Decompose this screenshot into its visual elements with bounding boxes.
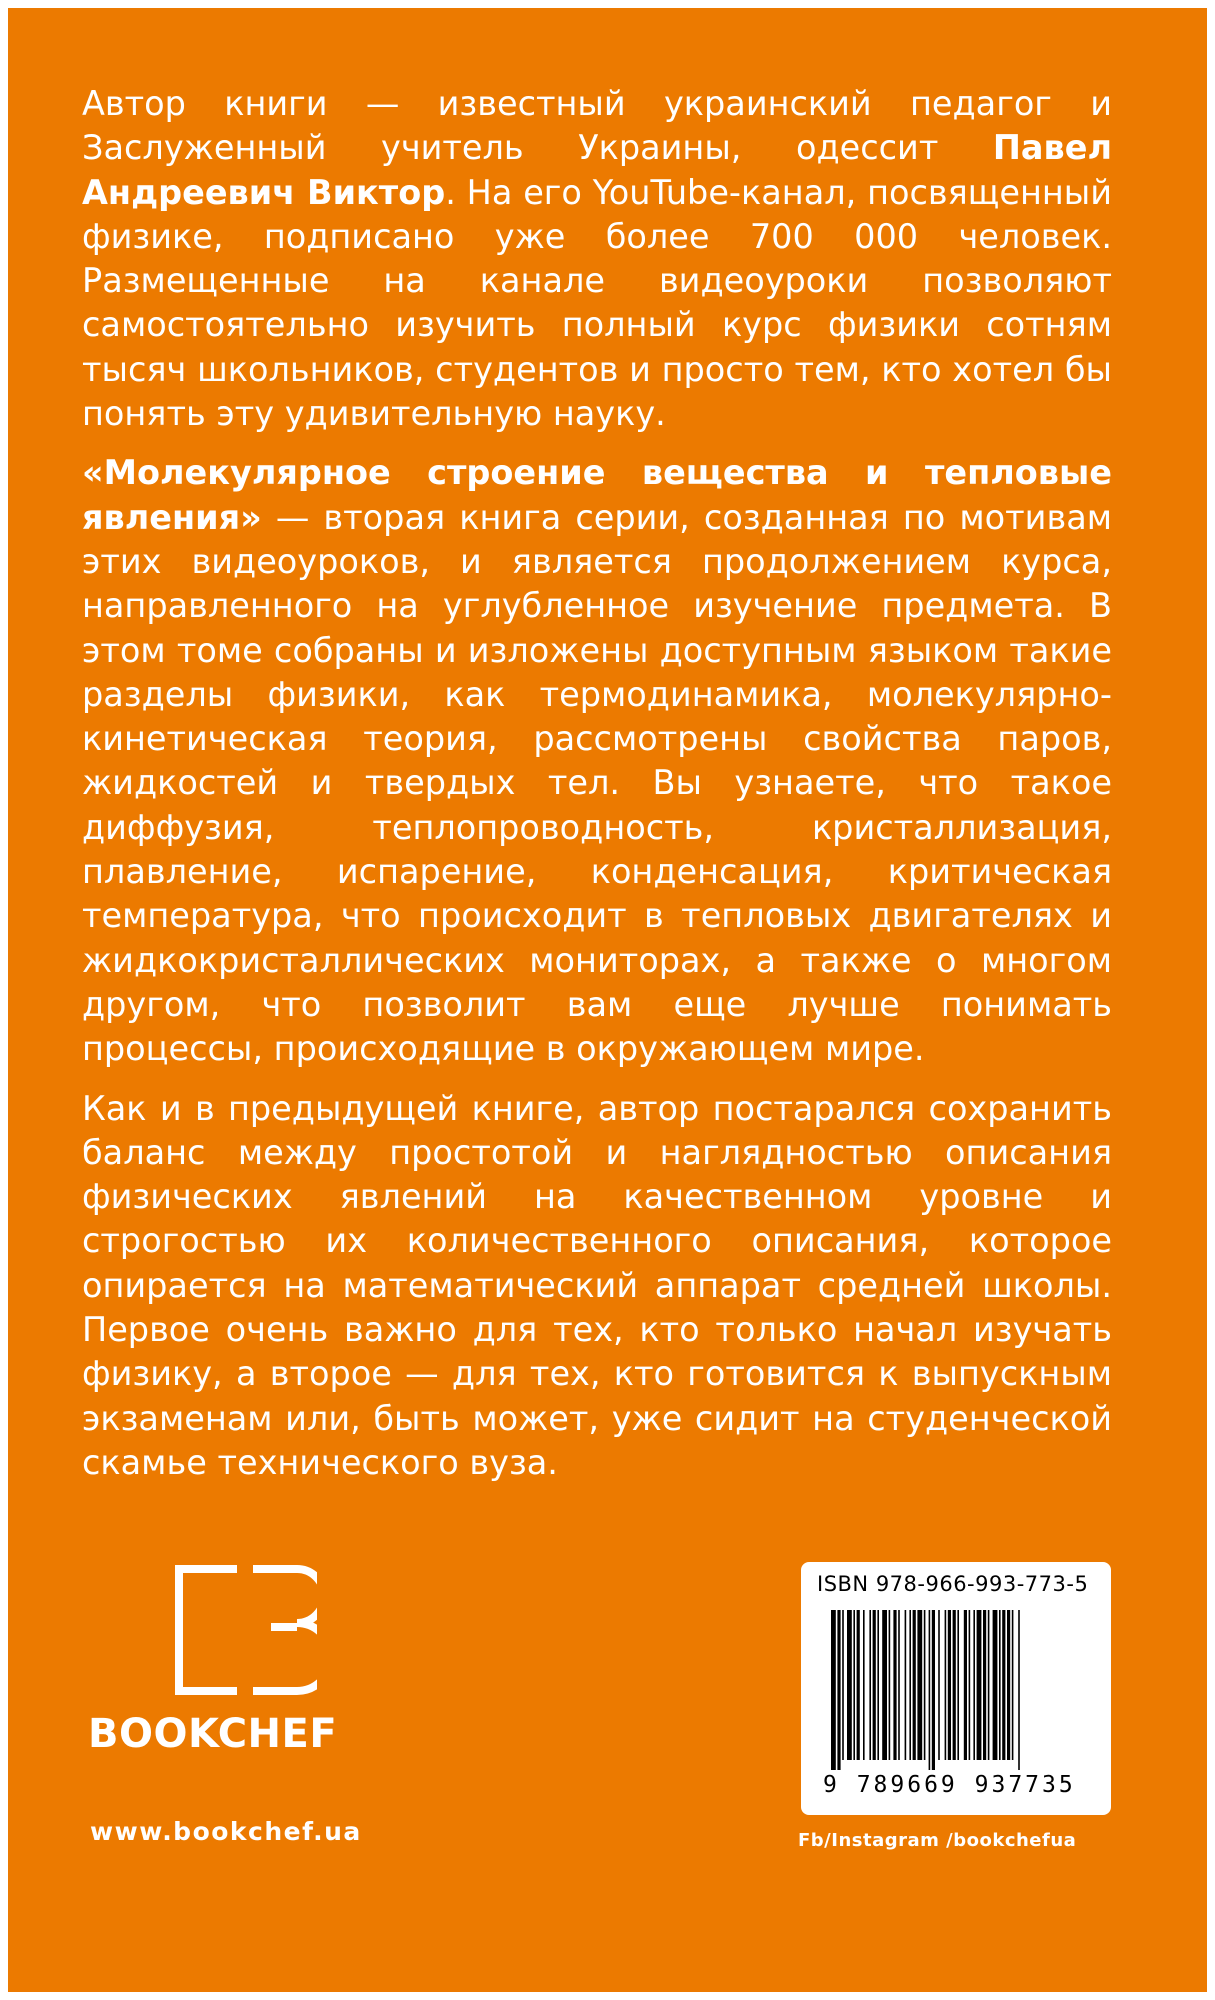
book-title: «Молекулярное строение вещества и тепловые явления» (82, 453, 1112, 537)
barcode-digits: 9 789669 937735 (823, 1772, 1076, 1798)
paragraph-approach: Как и в предыдущей книге, автор постарался сохранить баланс между простотой и наглядностью описания физических явлений на качественном уровне и строгостью их количественного описания, которое опирается на математический аппарат средней школы. Первое очень важно для тех, кто только начал изучать физику, а второе — для тех, кто готовится к выпускным экзаменам или, быть может, уже сидит на студенческой скамье технического вуза. (82, 1088, 1112, 1482)
paragraph-author-text-2: . На его YouTube-канал, посвященный физике, подписано уже более 700 000 человек. Размещенные на канале видеоуроки позволяют самостоятельно изучить полный курс физики сотням тысяч школьников, студентов и просто тем, кто хотел бы понять эту удивительную науку. (82, 172, 1112, 434)
author-name: Павел Андреевич Виктор (82, 128, 1112, 212)
paragraph-author (82, 82, 1112, 436)
publisher-logo (88, 1565, 408, 1765)
paragraph-book-text: — вторая книга серии, созданная по мотивам этих видеоуроков, и является продолжением курса, направленного на углубленное изучение предмета. В этом томе собраны и изложены доступным языком такие разделы физики, как термодинамика, молекулярно-кинетическая теория, рассмотрены свойства паров, жидкостей и твердых тел. Вы узнаете, что такое диффузия, теплопроводность, кристаллизация, плавление, испарение, конденсация, критическая температура, что происходит в тепловых двигателях и жидкокристаллических мониторах, а также о многом другом, что позволит вам еще лучше понимать процессы, происходящие в окружающем мире. (82, 497, 1112, 1069)
isbn-number: ISBN 978-966-993-773-5 (817, 1572, 1089, 1596)
publisher-social[interactable]: Fb/Instagram /bookchefua (798, 1830, 1077, 1851)
barcode-bars (831, 1610, 1081, 1770)
annotation-text (82, 82, 1112, 1500)
bookchef-logo-icon (175, 1565, 317, 1695)
paragraph-book (82, 451, 1112, 1071)
paragraph-author-text: Автор книги — известный украинский педагог и Заслуженный учитель Украины, одессит (82, 84, 1112, 168)
publisher-name: BOOKCHEF (88, 1711, 338, 1757)
barcode-box (801, 1562, 1111, 1815)
publisher-website[interactable]: www.bookchef.ua (90, 1817, 362, 1846)
